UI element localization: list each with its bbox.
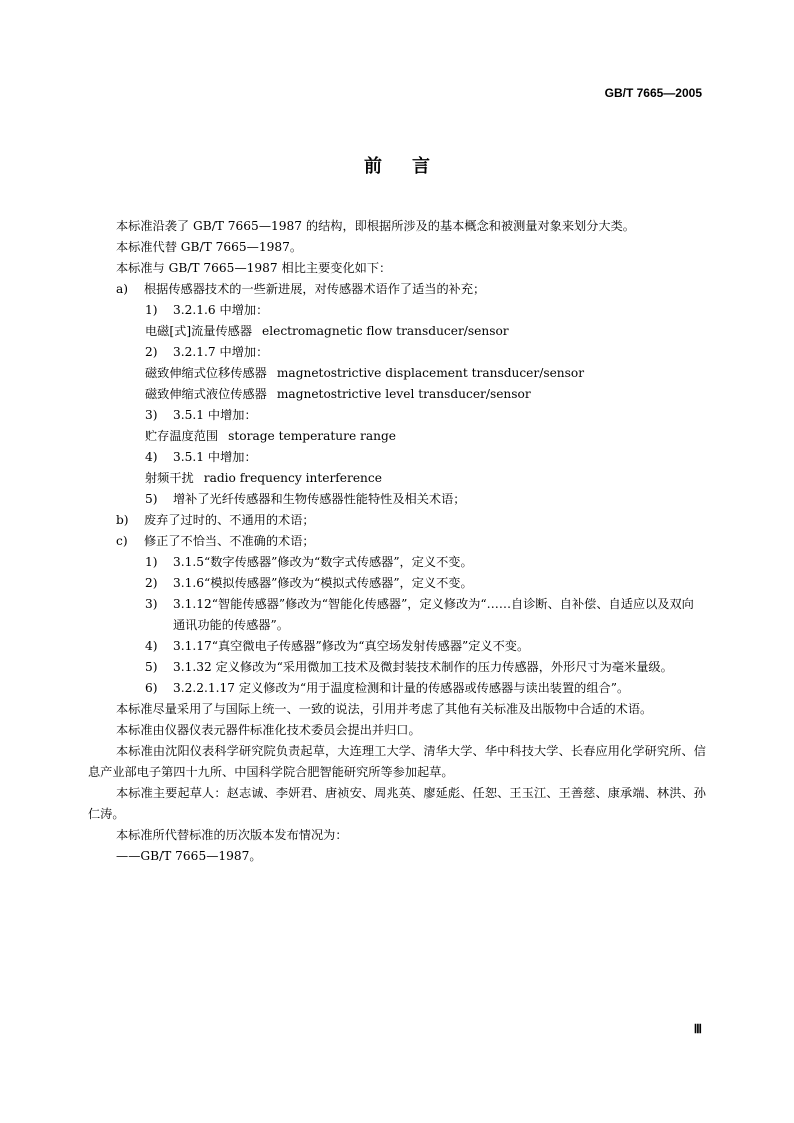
list-item-c: [88, 531, 706, 552]
page-number: Ⅲ: [693, 1022, 702, 1036]
sub-item-number: 1): [145, 555, 158, 569]
paragraph: 本标准所代替标准的历次版本发布情况为：: [116, 828, 348, 842]
term-chinese: 磁致伸缩式液位传感器: [145, 387, 267, 401]
sub-item: [88, 594, 706, 636]
sub-item-number: 4): [145, 450, 158, 464]
sub-item-number: 6): [145, 681, 158, 695]
term-english: radio frequency interference: [203, 471, 382, 485]
sub-item: [88, 552, 706, 573]
sub-item: [88, 636, 706, 657]
sub-item-number: 2): [145, 345, 158, 359]
paragraph: 本标准主要起草人：赵志诚、李妍君、唐祯安、周兆英、廖延彪、任恕、王玉江、王善慈、康承端、林洪、孙仁涛。: [88, 786, 706, 821]
list-text: 根据传感器技术的一些新进展，对传感器术语作了适当的补充；: [144, 282, 486, 296]
paragraph: 本标准由沈阳仪表科学研究院负责起草，大连理工大学、清华大学、华中科技大学、长春应用化学研究所、信息产业部电子第四十九所、中国科学院合肥智能研究所等参加起草。: [88, 744, 706, 779]
sub-item-number: 3): [145, 597, 158, 611]
term-english: magnetostrictive displacement transducer/sensor: [276, 366, 585, 380]
sub-item-number: 3): [145, 408, 158, 422]
term-english: magnetostrictive level transducer/sensor: [276, 387, 531, 401]
sub-item-text: 3.5.1 中增加：: [173, 408, 257, 422]
sub-item: [88, 342, 706, 363]
sub-item: [88, 678, 706, 699]
sub-item-text: 3.1.17“真空微电子传感器”修改为“真空场发射传感器”定义不变。: [173, 639, 530, 653]
page-title: 前言: [364, 156, 460, 177]
paragraph: ——GB/T 7665—1987。: [116, 849, 262, 863]
term-entry: [88, 321, 706, 342]
paragraph: 本标准沿袭了 GB/T 7665—1987 的结构，即根据所涉及的基本概念和被测量对象来划分大类。: [116, 219, 635, 233]
sub-item: [88, 489, 706, 510]
paragraph: 本标准由仪器仪表元器件标准化技术委员会提出并归口。: [116, 723, 421, 737]
sub-item: [88, 573, 706, 594]
sub-item: [88, 405, 706, 426]
sub-item: [88, 300, 706, 321]
sub-item-number: 5): [145, 492, 158, 506]
term-english: storage temperature range: [228, 429, 396, 443]
sub-item-text: 3.1.6“模拟传感器”修改为“模拟式传感器”，定义不变。: [173, 576, 473, 590]
term-entry: [88, 468, 706, 489]
sub-item-text: 3.2.2.1.17 定义修改为“用于温度检测和计量的传感器或传感器与读出装置的组合”。: [173, 681, 630, 695]
list-text: 废弃了过时的、不通用的术语；: [144, 513, 315, 527]
sub-item-text: 增补了光纤传感器和生物传感器性能特性及相关术语；: [173, 492, 466, 506]
term-chinese: 贮存温度范围: [145, 429, 219, 443]
sub-item-text: 3.1.32 定义修改为“采用微加工技术及微封装技术制作的压力传感器，外形尺寸为毫米量级。: [173, 660, 673, 674]
sub-item-text: 3.1.12“智能传感器”修改为“智能化传感器”，定义修改为“……自诊断、自补偿、自适应以及双向通讯功能的传感器”。: [173, 597, 694, 632]
paragraph: 本标准尽量采用了与国际上统一、一致的说法，引用并考虑了其他有关标准及出版物中合适的术语。: [116, 702, 653, 716]
sub-item-text: 3.1.5“数字传感器”修改为“数字式传感器”，定义不变。: [173, 555, 473, 569]
list-item-b: [88, 510, 706, 531]
paragraph: 本标准与 GB/T 7665—1987 相比主要变化如下：: [116, 261, 392, 275]
term-entry: [88, 363, 706, 384]
sub-item-number: 1): [145, 303, 158, 317]
list-label: b): [116, 513, 129, 527]
sub-item-number: 5): [145, 660, 158, 674]
standard-number: GB/T 7665—2005: [604, 86, 702, 100]
list-item-a: [88, 279, 706, 300]
term-chinese: 磁致伸缩式位移传感器: [145, 366, 267, 380]
sub-item-text: 3.2.1.7 中增加：: [173, 345, 269, 359]
term-english: electromagnetic flow transducer/sensor: [262, 324, 509, 338]
paragraph: 本标准代替 GB/T 7665—1987。: [116, 240, 303, 254]
term-chinese: 电磁[式]流量传感器: [145, 324, 253, 338]
sub-item-text: 3.5.1 中增加：: [173, 450, 257, 464]
list-label: a): [116, 282, 129, 296]
list-label: c): [116, 534, 128, 548]
sub-item-number: 4): [145, 639, 158, 653]
sub-item: [88, 657, 706, 678]
term-chinese: 射频干扰: [145, 471, 194, 485]
term-entry: [88, 426, 706, 447]
sub-item: [88, 447, 706, 468]
sub-item-text: 3.2.1.6 中增加：: [173, 303, 269, 317]
term-entry: [88, 384, 706, 405]
sub-item-number: 2): [145, 576, 158, 590]
list-text: 修正了不恰当、不准确的术语；: [144, 534, 315, 548]
document-body: [88, 216, 706, 867]
